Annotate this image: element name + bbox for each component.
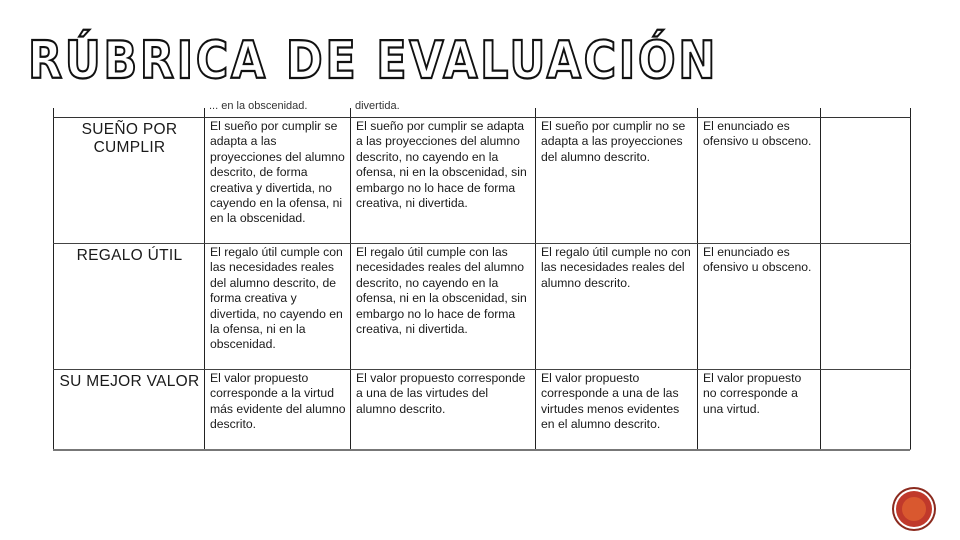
table-row-regalo-util <box>54 244 911 370</box>
level-cell: El valor propuesto corresponde a la virtud más evidente del alumno descrito. <box>205 370 351 450</box>
table-cell <box>821 108 911 118</box>
table-row-sueno-por-cumplir <box>54 118 911 244</box>
level-cell: El regalo útil cumple con las necesidades reales del alumno descrito, no cayendo en la ofensa, ni en la obscenidad, sin embargo no lo hace de forma creativa, ni divertida. <box>351 244 536 370</box>
red-circle-badge-icon <box>896 491 932 527</box>
table-row-su-mejor-valor <box>54 370 911 450</box>
cell-text: divertida. <box>355 100 400 112</box>
table-bottom-border <box>53 449 910 451</box>
level-cell: El enunciado es ofensivo u obsceno. <box>698 118 821 244</box>
level-cell: El regalo útil cumple con las necesidades reales del alumno descrito, de forma creativa y divertida, no cayendo en la ofensa, ni en la obscenidad. <box>205 244 351 370</box>
level-cell: El enunciado es ofensivo u obsceno. <box>698 244 821 370</box>
table-cell <box>205 100 351 118</box>
criterion-label: SUEÑO POR CUMPLIR <box>54 118 205 244</box>
level-cell: El valor propuesto no corresponde a una virtud. <box>698 370 821 450</box>
level-cell <box>821 118 911 244</box>
level-cell: El valor propuesto corresponde a una de las virtudes del alumno descrito. <box>351 370 536 450</box>
table-cell <box>351 100 536 118</box>
slide-title-text: RÚBRICA DE EVALUACIÓN <box>28 31 836 91</box>
table-cell <box>698 108 821 118</box>
cell-text: ... en la obscenidad. <box>209 100 308 112</box>
slide-title-svg <box>28 26 836 91</box>
level-cell: El regalo útil cumple no con las necesidades reales del alumno descrito. <box>536 244 698 370</box>
level-cell <box>821 244 911 370</box>
level-cell: El sueño por cumplir se adapta a las proyecciones del alumno descrito, de forma creativa y divertida, no cayendo en la ofensa, ni en la obscenidad. <box>205 118 351 244</box>
slide-title <box>28 26 836 91</box>
table-row-cut-off <box>54 108 911 118</box>
table-cell <box>54 108 205 118</box>
level-cell: El sueño por cumplir se adapta a las proyecciones del alumno descrito, no cayendo en la ofensa, ni en la obscenidad, sin embargo no lo hace de forma creativa, ni divertida. <box>351 118 536 244</box>
criterion-label: REGALO ÚTIL <box>54 244 205 370</box>
level-cell: El valor propuesto corresponde a una de las virtudes menos evidentes en el alumno descrito. <box>536 370 698 450</box>
level-cell <box>821 370 911 450</box>
level-cell: El sueño por cumplir no se adapta a las proyecciones del alumno descrito. <box>536 118 698 244</box>
rubric-table <box>53 100 911 450</box>
table-cell <box>536 108 698 118</box>
criterion-label: SU MEJOR VALOR <box>54 370 205 450</box>
